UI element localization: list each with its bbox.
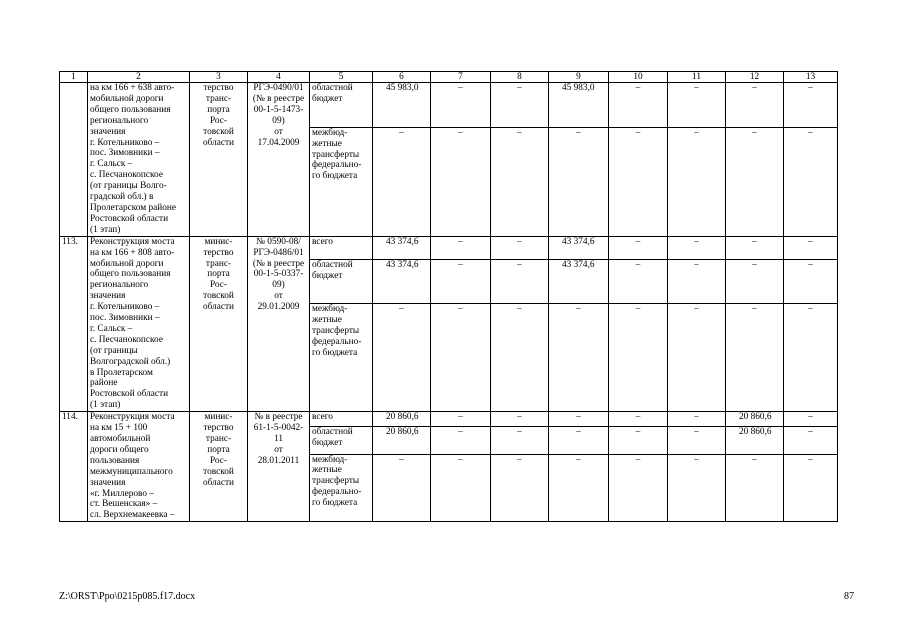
table-row	[60, 236, 838, 259]
amount-cell: –	[373, 454, 431, 522]
document-ref: № 0590-08/ РГЭ-0486/01 (№ в реестре 00-1-5-0337- 09) от 29.01.2009	[248, 236, 310, 412]
column-number: 1	[60, 72, 88, 83]
amount-cell: 20 860,6	[726, 426, 784, 454]
column-number: 13	[784, 72, 838, 83]
amount-cell: –	[549, 426, 609, 454]
amount-cell: –	[668, 426, 726, 454]
amount-cell: –	[431, 83, 491, 128]
amount-cell: –	[431, 259, 491, 303]
amount-cell: –	[609, 83, 668, 128]
column-number: 7	[431, 72, 491, 83]
amount-cell: –	[726, 127, 784, 236]
amount-cell: –	[609, 304, 668, 412]
amount-cell: –	[491, 412, 549, 427]
amount-cell: –	[431, 412, 491, 427]
amount-cell: –	[549, 412, 609, 427]
amount-cell: –	[609, 127, 668, 236]
amount-cell: –	[549, 454, 609, 522]
amount-cell: –	[668, 236, 726, 259]
customer-name: терство транс- порта Рос- товской области	[190, 83, 248, 237]
funding-source: межбюд- жетные трансферты федерально- го бюджета	[310, 304, 373, 412]
column-number: 5	[310, 72, 373, 83]
funding-source: областной бюджет	[310, 259, 373, 303]
amount-cell: –	[726, 83, 784, 128]
column-number: 4	[248, 72, 310, 83]
amount-cell: –	[609, 426, 668, 454]
amount-cell: –	[431, 454, 491, 522]
column-number: 9	[549, 72, 609, 83]
column-number-row	[60, 72, 838, 83]
amount-cell: –	[431, 304, 491, 412]
amount-cell: 45 983,0	[549, 83, 609, 128]
amount-cell: –	[668, 83, 726, 128]
amount-cell: –	[491, 83, 549, 128]
amount-cell: –	[726, 236, 784, 259]
amount-cell: –	[491, 304, 549, 412]
amount-cell: –	[549, 127, 609, 236]
amount-cell: –	[784, 83, 838, 128]
amount-cell: –	[549, 304, 609, 412]
amount-cell: –	[784, 304, 838, 412]
amount-cell: –	[609, 236, 668, 259]
funding-source: межбюд- жетные трансферты федерально- го бюджета	[310, 454, 373, 522]
amount-cell: –	[668, 304, 726, 412]
funding-source: всего	[310, 412, 373, 427]
funding-source: областной бюджет	[310, 426, 373, 454]
funding-source: всего	[310, 236, 373, 259]
amount-cell: –	[609, 454, 668, 522]
customer-name: минис- терство транс- порта Рос- товской области	[190, 412, 248, 522]
amount-cell: –	[784, 426, 838, 454]
amount-cell: –	[784, 454, 838, 522]
customer-name: минис- терство транс- порта Рос- товской области	[190, 236, 248, 412]
column-number: 2	[88, 72, 190, 83]
column-number: 11	[668, 72, 726, 83]
amount-cell: –	[784, 259, 838, 303]
document-ref: РГЭ-0490/01 (№ в реестре 00-1-5-1473- 09) от 17.04.2009	[248, 83, 310, 237]
amount-cell: –	[491, 454, 549, 522]
document-ref: № в реестре 61-1-5-0042- 11 от 28.01.2011	[248, 412, 310, 522]
column-number: 8	[491, 72, 549, 83]
object-name: Реконструкция моста на км 15 + 100 автомобильной дороги общего пользования межмуниципального значения «г. Миллерово – ст. Вешенская» – сл. Верхнемакеевка –	[88, 412, 190, 522]
amount-cell: –	[784, 236, 838, 259]
amount-cell: –	[726, 259, 784, 303]
amount-cell: –	[491, 127, 549, 236]
object-name: на км 166 + 638 авто- мобильной дороги общего пользования регионального значения г. Котельниково – пос. Зимовники – г. Сальск – с. Песчанокопское (от границы Волго- градской обл.) в Пролетарском районе Ростовской области (1 этап)	[88, 83, 190, 237]
amount-cell: –	[491, 259, 549, 303]
column-number: 12	[726, 72, 784, 83]
amount-cell: 43 374,6	[549, 236, 609, 259]
amount-cell: –	[726, 304, 784, 412]
item-number	[60, 83, 88, 237]
amount-cell: –	[609, 412, 668, 427]
amount-cell: 20 860,6	[373, 426, 431, 454]
amount-cell: 20 860,6	[373, 412, 431, 427]
object-name: Реконструкция моста на км 166 + 808 авто- мобильной дороги общего пользования регионального значения г. Котельниково – пос. Зимовники – г. Сальск – с. Песчанокопское (от границы Волгоградской обл.) в Пролетарском районе Ростовской области (1 этап)	[88, 236, 190, 412]
amount-cell: –	[668, 454, 726, 522]
column-number: 10	[609, 72, 668, 83]
amount-cell: 43 374,6	[373, 236, 431, 259]
amount-cell: –	[373, 127, 431, 236]
amount-cell: –	[491, 426, 549, 454]
amount-cell: –	[668, 127, 726, 236]
amount-cell: –	[491, 236, 549, 259]
amount-cell: –	[431, 127, 491, 236]
budget-table	[59, 71, 838, 522]
amount-cell: –	[431, 426, 491, 454]
file-path: Z:\ORST\Ppo\0215p085.f17.docx	[59, 591, 196, 602]
page-number: 87	[844, 591, 854, 602]
column-number: 3	[190, 72, 248, 83]
amount-cell: –	[373, 304, 431, 412]
item-number: 114.	[60, 412, 88, 522]
amount-cell: –	[726, 454, 784, 522]
amount-cell: –	[609, 259, 668, 303]
amount-cell: –	[784, 412, 838, 427]
amount-cell: –	[668, 259, 726, 303]
item-number: 113.	[60, 236, 88, 412]
amount-cell: 43 374,6	[549, 259, 609, 303]
table-body	[60, 72, 838, 522]
amount-cell: 43 374,6	[373, 259, 431, 303]
amount-cell: 45 983,0	[373, 83, 431, 128]
column-number: 6	[373, 72, 431, 83]
table-row	[60, 83, 838, 128]
table-row	[60, 412, 838, 427]
funding-source: областной бюджет	[310, 83, 373, 128]
amount-cell: –	[668, 412, 726, 427]
amount-cell: –	[784, 127, 838, 236]
amount-cell: –	[431, 236, 491, 259]
amount-cell: 20 860,6	[726, 412, 784, 427]
funding-source: межбюд- жетные трансферты федерально- го бюджета	[310, 127, 373, 236]
